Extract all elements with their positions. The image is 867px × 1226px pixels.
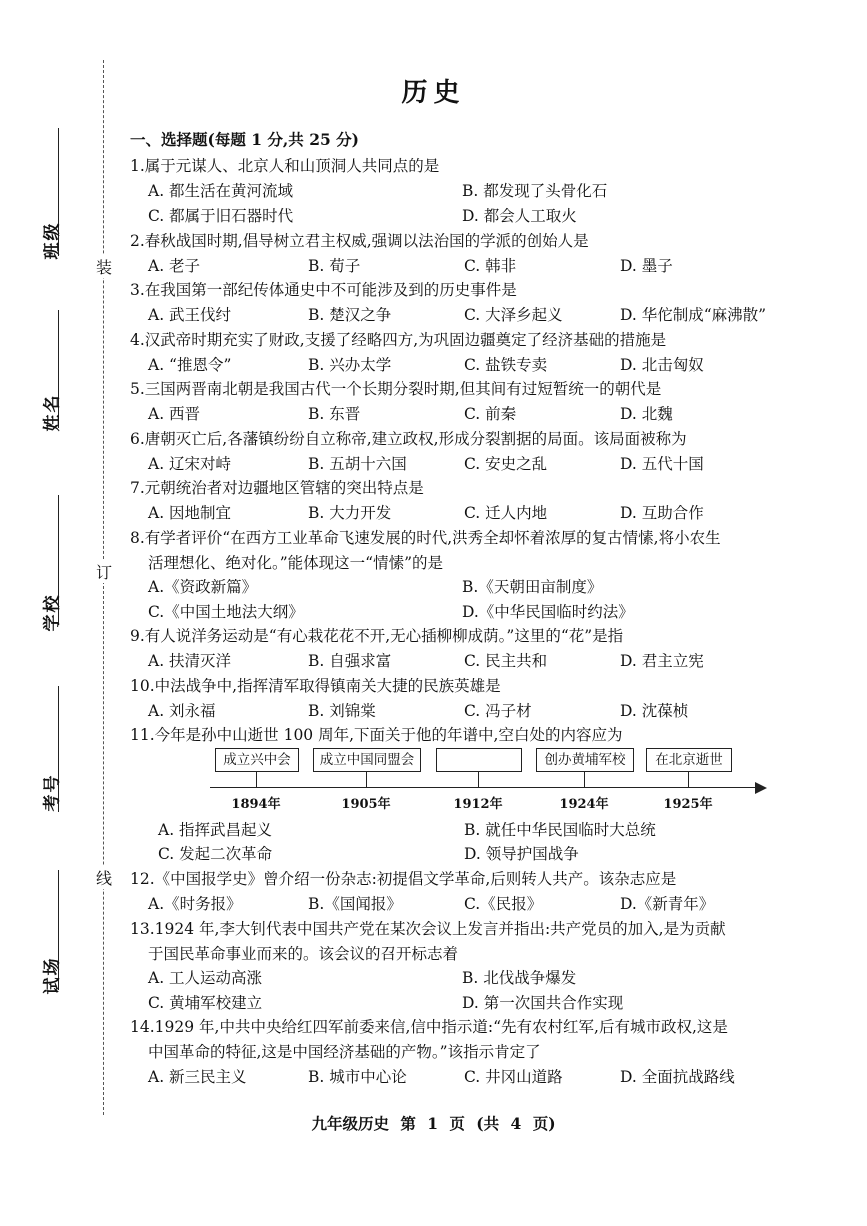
section-heading: 一、选择题(每题 1 分,共 25 分) (130, 130, 360, 149)
question-4-option-b[interactable]: B. 兴办太学 (308, 356, 392, 374)
question-3-option-b[interactable]: B. 楚汉之争 (308, 306, 392, 324)
question-12-option-d[interactable]: D.《新青年》 (620, 895, 715, 913)
question-5-option-b[interactable]: B. 东晋 (308, 405, 361, 423)
question-1-option-d[interactable]: D. 都会人工取火 (462, 207, 577, 225)
question-2-stem: 2.春秋战国时期,倡导树立君主权威,强调以法治国的学派的创始人是 (130, 232, 589, 250)
question-13-stem-continued: 于国民革命事业而来的。该会议的召开标志着 (148, 945, 459, 963)
question-9-option-d[interactable]: D. 君主立宪 (620, 652, 704, 670)
timeline-axis (210, 787, 758, 788)
question-13-option-a[interactable]: A. 工人运动高涨 (148, 969, 263, 987)
timeline-year-4: 1924年 (559, 797, 609, 812)
timeline-tick-3 (478, 772, 479, 787)
binding-dashed-line (103, 60, 104, 1115)
timeline-tick-4 (584, 772, 585, 787)
question-5-option-a[interactable]: A. 西晋 (148, 405, 201, 423)
question-9-stem: 9.有人说洋务运动是“有心栽花花不开,无心插柳柳成荫。”这里的“花”是指 (130, 627, 624, 645)
timeline-tick-2 (366, 772, 367, 787)
question-4-option-d[interactable]: D. 北击匈奴 (620, 356, 704, 374)
question-10-option-a[interactable]: A. 刘永福 (148, 702, 216, 720)
question-6-option-b[interactable]: B. 五胡十六国 (308, 455, 407, 473)
timeline-year-1: 1894年 (231, 797, 281, 812)
timeline-tick-5 (688, 772, 689, 787)
page-footer: 九年级历史 第 1 页 (共 4 页) (311, 1114, 556, 1133)
question-8-option-a[interactable]: A.《资政新篇》 (148, 578, 258, 596)
timeline-event-blank[interactable] (436, 748, 522, 772)
question-14-option-b[interactable]: B. 城市中心论 (308, 1068, 407, 1086)
question-1-stem: 1.属于元谋人、北京人和山顶洞人共同点的是 (130, 157, 440, 175)
question-7-stem: 7.元朝统治者对边疆地区管辖的突出特点是 (130, 479, 424, 497)
question-8-option-b[interactable]: B.《天朝田亩制度》 (462, 578, 603, 596)
name-label: 姓名 (42, 393, 63, 432)
question-7-option-b[interactable]: B. 大力开发 (308, 504, 392, 522)
school-label: 学校 (42, 593, 63, 632)
question-11-option-d[interactable]: D. 领导护国战争 (464, 845, 579, 863)
question-6-stem: 6.唐朝灭亡后,各藩镇纷纷自立称帝,建立政权,形成分裂割据的局面。该局面被称为 (130, 430, 687, 448)
exam-room-label: 试场 (42, 956, 63, 995)
question-13-option-b[interactable]: B. 北伐战争爆发 (462, 969, 577, 987)
question-8-stem-continued: 活理想化、绝对化。”能体现这一“情愫”的是 (148, 554, 444, 572)
question-4-option-a[interactable]: A. “推恩令” (148, 356, 232, 374)
binding-strip (0, 0, 110, 1226)
question-6-option-d[interactable]: D. 五代十国 (620, 455, 704, 473)
timeline-arrow-icon (755, 782, 767, 794)
question-8-stem: 8.有学者评价“在西方工业革命飞速发展的时代,洪秀全却怀着浓厚的复古情愫,将小农生 (130, 529, 721, 547)
question-3-stem: 3.在我国第一部纪传体通史中不可能涉及到的历史事件是 (130, 281, 517, 299)
question-13-stem: 13.1924 年,李大钊代表中国共产党在某次会议上发言并指出:共产党员的加入,是为贡献 (130, 920, 726, 938)
question-9-option-a[interactable]: A. 扶清灭洋 (148, 652, 232, 670)
question-3-option-a[interactable]: A. 武王伐纣 (148, 306, 232, 324)
question-14-option-a[interactable]: A. 新三民主义 (148, 1068, 247, 1086)
binding-mark-ding: 订 (95, 560, 113, 583)
question-12-stem: 12.《中国报学史》曾介绍一份杂志:初提倡文学革命,后则转人共产。该杂志应是 (130, 870, 677, 888)
question-6-option-a[interactable]: A. 辽宋对峙 (148, 455, 232, 473)
question-7-option-c[interactable]: C. 迁人内地 (464, 504, 548, 522)
class-label: 班级 (42, 221, 63, 260)
question-11-option-b[interactable]: B. 就任中华民国临时大总统 (464, 821, 656, 839)
question-10-option-c[interactable]: C. 冯子材 (464, 702, 532, 720)
exam-no-label: 考号 (42, 773, 63, 812)
question-12-option-c[interactable]: C.《民报》 (464, 895, 543, 913)
question-10-option-b[interactable]: B. 刘锦棠 (308, 702, 376, 720)
question-2-option-b[interactable]: B. 荀子 (308, 257, 361, 275)
question-2-option-a[interactable]: A. 老子 (148, 257, 201, 275)
question-1-option-b[interactable]: B. 都发现了头骨化石 (462, 182, 608, 200)
timeline-event-4: 创办黄埔军校 (536, 748, 634, 772)
question-13-option-d[interactable]: D. 第一次国共合作实现 (462, 994, 624, 1012)
binding-mark-zhuang: 装 (95, 255, 113, 278)
question-12-option-b[interactable]: B.《国闻报》 (308, 895, 402, 913)
question-7-option-d[interactable]: D. 互助合作 (620, 504, 704, 522)
question-14-stem-continued: 中国革命的特征,这是中国经济基础的产物。”该指示肯定了 (148, 1043, 541, 1061)
question-1-option-c[interactable]: C. 都属于旧石器时代 (148, 207, 294, 225)
question-10-option-d[interactable]: D. 沈葆桢 (620, 702, 689, 720)
question-2-option-c[interactable]: C. 韩非 (464, 257, 517, 275)
question-3-option-d[interactable]: D. 华佗制成“麻沸散” (620, 306, 767, 324)
question-5-option-d[interactable]: D. 北魏 (620, 405, 673, 423)
timeline-year-3: 1912年 (453, 797, 503, 812)
question-7-option-a[interactable]: A. 因地制宜 (148, 504, 232, 522)
question-3-option-c[interactable]: C. 大泽乡起义 (464, 306, 563, 324)
question-9-option-c[interactable]: C. 民主共和 (464, 652, 548, 670)
question-2-option-d[interactable]: D. 墨子 (620, 257, 673, 275)
timeline-event-5: 在北京逝世 (646, 748, 732, 772)
question-14-stem: 14.1929 年,中共中央给红四军前委来信,信中指示道:“先有农村红军,后有城市政权,这是 (130, 1018, 728, 1036)
question-8-option-c[interactable]: C.《中国土地法大纲》 (148, 603, 304, 621)
question-14-option-d[interactable]: D. 全面抗战路线 (620, 1068, 735, 1086)
question-8-option-d[interactable]: D.《中华民国临时约法》 (462, 603, 634, 621)
question-12-option-a[interactable]: A.《时务报》 (148, 895, 242, 913)
timeline-event-1: 成立兴中会 (215, 748, 299, 772)
question-5-stem: 5.三国两晋南北朝是我国古代一个长期分裂时期,但其间有过短暂统一的朝代是 (130, 380, 662, 398)
question-4-option-c[interactable]: C. 盐铁专卖 (464, 356, 548, 374)
question-13-option-c[interactable]: C. 黄埔军校建立 (148, 994, 263, 1012)
question-1-option-a[interactable]: A. 都生活在黄河流域 (148, 182, 294, 200)
question-6-option-c[interactable]: C. 安史之乱 (464, 455, 548, 473)
timeline-year-5: 1925年 (663, 797, 713, 812)
question-9-option-b[interactable]: B. 自强求富 (308, 652, 392, 670)
timeline-event-2: 成立中国同盟会 (313, 748, 421, 772)
question-11-stem: 11.今年是孙中山逝世 100 周年,下面关于他的年谱中,空白处的内容应为 (130, 726, 623, 744)
question-4-stem: 4.汉武帝时期充实了财政,支援了经略四方,为巩固边疆奠定了经济基础的措施是 (130, 331, 667, 349)
timeline-year-2: 1905年 (341, 797, 391, 812)
page-title: 历史 (401, 78, 466, 108)
sun-yat-sen-timeline (210, 748, 770, 818)
question-5-option-c[interactable]: C. 前秦 (464, 405, 517, 423)
question-14-option-c[interactable]: C. 井冈山道路 (464, 1068, 563, 1086)
question-11-option-c[interactable]: C. 发起二次革命 (158, 845, 273, 863)
question-10-stem: 10.中法战争中,指挥清军取得镇南关大捷的民族英雄是 (130, 677, 501, 695)
timeline-tick-1 (256, 772, 257, 787)
binding-mark-xian: 线 (95, 866, 113, 889)
question-11-option-a[interactable]: A. 指挥武昌起义 (158, 821, 273, 839)
